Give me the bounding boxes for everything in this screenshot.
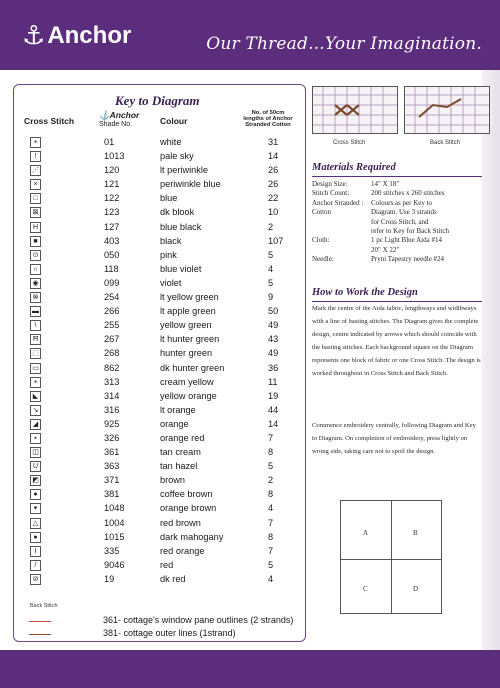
colour-name: pink — [160, 249, 177, 260]
shade-number: 363 — [104, 461, 120, 472]
material-value: 200 stitches x 260 stitches — [371, 189, 445, 198]
stitch-symbol-icon: ● — [30, 532, 41, 543]
length-count: 22 — [268, 193, 279, 204]
stitch-symbol-icon: U — [30, 461, 41, 472]
shade-number: 268 — [104, 348, 120, 359]
stitch-symbol-icon: ◩ — [30, 475, 41, 486]
stitch-symbol-icon: Ħ — [30, 334, 41, 345]
stitch-symbol-icon: ⊘ — [30, 574, 41, 585]
key-row — [30, 502, 290, 516]
key-row — [30, 221, 290, 235]
colour-name: red — [160, 559, 174, 570]
shade-number: 267 — [104, 334, 120, 345]
length-count: 11 — [268, 376, 278, 387]
grid-cell-c: C — [363, 585, 368, 593]
cross-stitch-label: Cross Stitch — [333, 140, 366, 146]
material-value: for Cross Stitch, and — [371, 217, 429, 226]
shade-number: 9046 — [104, 559, 125, 570]
key-row — [30, 206, 290, 220]
colour-name: tan hazel — [160, 461, 198, 472]
colour-name: red orange — [160, 545, 205, 556]
shade-number: 121 — [104, 179, 120, 190]
key-row — [30, 150, 290, 164]
howto-paragraph-1: Mark the centre of the Aida fabric, lengthways and widthways with a line of basting stitches. The Diagram gives the complete design, centre indicated by arrows which should coincide with the basting stitches. Each background square on the Diagram represents one block of fabric or one Cross Stitch. The design is worked throughout in Cross Stitch and Back Stitch. — [312, 305, 481, 377]
material-label: Anchor Stranded : — [312, 198, 364, 207]
colour-name: orange — [160, 418, 189, 429]
length-count: 5 — [268, 277, 274, 288]
key-row — [30, 263, 290, 277]
shade-number: 335 — [104, 545, 120, 556]
cross-stitch-sample — [312, 86, 398, 134]
stitch-symbol-icon: ▪ — [30, 433, 41, 444]
colour-name: black — [160, 235, 182, 246]
material-label: Cotton — [312, 208, 332, 217]
key-row — [30, 376, 290, 390]
length-count: 9 — [268, 292, 274, 303]
col-lengths-line1: No. of 50cm — [251, 110, 285, 116]
footer-bar — [0, 650, 500, 688]
anchor-logo — [22, 22, 131, 50]
shade-number: 123 — [104, 207, 120, 218]
material-label: Needle: — [312, 255, 334, 264]
shade-number: 254 — [104, 292, 120, 303]
length-count: 50 — [268, 306, 279, 317]
page-edge — [482, 70, 500, 650]
shade-number: 255 — [104, 320, 120, 331]
length-count: 7 — [268, 545, 274, 556]
shade-number: 01 — [104, 137, 115, 147]
grid-cell-b: B — [413, 529, 418, 537]
key-row — [30, 488, 290, 502]
length-count: 8 — [268, 531, 274, 542]
backstitch-desc-381: 381- cottage outer lines (1strand) — [103, 628, 236, 638]
col-lengths-line2: lengths of Anchor — [243, 116, 293, 123]
key-row — [30, 559, 290, 573]
col-shade: Shade No. — [99, 121, 133, 128]
stitch-symbol-icon: × — [30, 179, 41, 190]
length-count: 2 — [268, 475, 274, 486]
anchor-small-icon: ⚓ — [99, 110, 110, 120]
stitch-symbol-icon: ▾ — [30, 503, 41, 514]
material-value: Colours as per Key to — [371, 198, 433, 207]
length-count: 19 — [268, 390, 279, 401]
colour-name: orange red — [160, 432, 205, 443]
stitch-symbol-icon: ↘ — [30, 405, 41, 416]
colour-name: cream yellow — [160, 376, 214, 387]
key-row — [30, 136, 290, 150]
key-row — [30, 235, 290, 249]
key-row — [30, 362, 290, 376]
material-label: Stitch Count: — [312, 189, 350, 198]
colour-name: dk blook — [160, 207, 195, 218]
shade-number: 371 — [104, 475, 120, 486]
colour-name: tan cream — [160, 447, 201, 458]
stitch-symbol-icon: ⬚ — [30, 348, 41, 359]
colour-name: blue — [160, 193, 178, 204]
length-count: 7 — [268, 517, 274, 528]
stitch-symbol-icon: ⋰ — [32, 167, 39, 175]
back-stitch-label: Back Stitch — [430, 140, 461, 146]
colour-name: lt periwinkle — [160, 165, 208, 176]
length-count: 43 — [268, 334, 279, 345]
key-row — [30, 545, 290, 559]
length-count: 5 — [268, 249, 274, 260]
shade-number: 1013 — [104, 151, 125, 162]
length-count: 14 — [268, 151, 279, 162]
material-value: 14" X 18" — [371, 180, 400, 188]
shade-number: 1004 — [104, 517, 125, 528]
length-count: 2 — [268, 221, 274, 232]
shade-number: 316 — [104, 404, 120, 415]
length-count: 4 — [268, 263, 274, 274]
shade-number: 127 — [104, 221, 120, 232]
key-row — [30, 333, 290, 347]
stitch-symbol-icon: ∩ — [30, 264, 41, 275]
length-count: 26 — [268, 165, 279, 176]
howto-title: How to Work the Design — [312, 287, 418, 298]
material-value: Pryni Tapestry needle #24 — [371, 255, 445, 264]
colour-name: yellow green — [160, 320, 212, 331]
stitch-symbol-icon: ● — [30, 489, 41, 500]
grid-cell-a: A — [363, 529, 369, 537]
stitch-symbol-icon: ■ — [30, 236, 41, 247]
length-count: 4 — [268, 573, 274, 584]
shade-number: 403 — [104, 235, 120, 246]
shade-number: 313 — [104, 376, 120, 387]
key-row — [30, 517, 290, 531]
col-lengths — [238, 110, 298, 129]
stitch-symbol-icon: ⊙ — [30, 250, 41, 261]
shade-number: 266 — [104, 306, 120, 317]
stitch-symbol-icon: □ — [30, 193, 41, 204]
diagram-layout-grid — [340, 500, 442, 614]
key-row — [30, 291, 290, 305]
col-anchor — [99, 110, 139, 121]
key-rows — [30, 136, 290, 587]
material-value: Diagram. Use 3 strands — [371, 208, 437, 217]
shade-number: 050 — [104, 249, 120, 260]
howto-paragraph-2: Commence embroidery centrally, following Diagram and Key to Diagram. On completion of embroidery, press lightly on wrong side, taking care not to spoil the design. — [312, 422, 476, 455]
materials-rule — [312, 176, 482, 177]
length-count: 36 — [268, 362, 279, 373]
shade-number: 120 — [104, 165, 120, 176]
col-anchor-label: Anchor — [109, 110, 140, 120]
anchor-icon: ⚓ — [22, 21, 46, 51]
stitch-symbol-icon: • — [30, 377, 41, 388]
colour-name: blue black — [160, 221, 202, 232]
key-row — [30, 192, 290, 206]
colour-name: white — [160, 137, 182, 147]
colour-name: blue violet — [160, 263, 202, 274]
shade-number: 862 — [104, 362, 120, 373]
stitch-symbol-icon: ▭ — [30, 363, 41, 374]
key-row — [30, 432, 290, 446]
tagline: Our Thread...Your Imagination. — [206, 34, 482, 54]
length-count: 7 — [268, 432, 274, 443]
grid-divider-vertical — [391, 501, 392, 613]
backstitch-label: Back Stitch — [30, 603, 58, 609]
col-lengths-line3: Stranded Cotton — [245, 122, 291, 129]
length-count: 49 — [268, 348, 279, 359]
stitch-symbol-icon: ◢ — [30, 419, 41, 430]
colour-name: red brown — [160, 517, 201, 528]
colour-name: brown — [160, 475, 186, 486]
key-row — [30, 404, 290, 418]
stitch-symbol-icon: ▬ — [32, 308, 39, 316]
key-title: Key to Diagram — [115, 93, 200, 108]
shade-number: 19 — [104, 573, 115, 584]
grid-divider-horizontal — [341, 559, 441, 560]
length-count: 49 — [268, 320, 279, 331]
shade-number: 1015 — [104, 531, 125, 542]
shade-number: 314 — [104, 390, 120, 401]
length-count: 8 — [268, 489, 274, 500]
grid-cell-d: D — [413, 585, 419, 593]
backstitch-line-381 — [29, 634, 51, 635]
shade-number: 099 — [104, 277, 120, 288]
length-count: 31 — [268, 137, 279, 147]
key-row — [30, 446, 290, 460]
key-row — [30, 277, 290, 291]
material-label: Design Size: — [312, 180, 348, 188]
colour-name: dk red — [160, 573, 186, 584]
length-count: 26 — [268, 179, 279, 190]
key-row — [30, 418, 290, 432]
colour-name: coffee brown — [160, 489, 213, 500]
length-count: 8 — [268, 447, 274, 458]
stitch-symbol-icon: △ — [30, 518, 41, 529]
stitch-symbol-icon: / — [30, 560, 41, 571]
cross-stitch-sample-image — [313, 87, 397, 133]
colour-name: lt apple green — [160, 306, 216, 317]
stitch-symbol-icon: ◫ — [30, 447, 41, 458]
stitch-symbol-icon: ⊗ — [30, 292, 41, 303]
colour-name: lt yellow green — [160, 292, 219, 303]
stitch-symbol-icon: ◣ — [30, 391, 41, 402]
key-row — [30, 249, 290, 263]
col-cross-stitch: Cross Stitch — [24, 116, 75, 126]
colour-name: hunter green — [160, 348, 213, 359]
colour-name: lt orange — [160, 404, 196, 415]
stitch-symbol-icon: • — [30, 137, 41, 148]
key-row — [30, 460, 290, 474]
length-count: 5 — [268, 559, 274, 570]
key-row — [30, 474, 290, 488]
length-count: 107 — [268, 235, 284, 246]
material-value: 1 pc Light Blue Aida #14 — [371, 236, 442, 245]
back-stitch-sample — [404, 86, 490, 134]
key-row — [30, 319, 290, 333]
colour-name: violet — [160, 277, 182, 288]
shade-number: 925 — [104, 418, 120, 429]
header-bar — [0, 0, 500, 70]
colour-name: yellow orange — [160, 390, 217, 401]
colour-name: lt hunter green — [160, 334, 220, 345]
backstitch-line-361 — [29, 621, 51, 622]
colour-name: pale sky — [160, 151, 194, 162]
key-row — [30, 164, 290, 178]
colour-name: periwinkle blue — [160, 179, 221, 190]
key-row — [30, 347, 290, 361]
key-row — [30, 305, 290, 319]
shade-number: 326 — [104, 432, 120, 443]
shade-number: 118 — [104, 263, 119, 274]
key-row — [30, 390, 290, 404]
colour-name: dk hunter green — [160, 362, 225, 373]
back-stitch-sample-image — [405, 87, 489, 133]
material-label: Cloth: — [312, 236, 330, 245]
shade-number: 122 — [104, 193, 120, 204]
backstitch-desc-361: 361- cottage's window pane outlines (2 strands) — [103, 615, 294, 625]
length-count: 4 — [268, 503, 274, 514]
col-colour: Colour — [160, 116, 188, 126]
stitch-symbol-icon: I — [30, 546, 41, 557]
stitch-symbol-icon: \ — [30, 320, 41, 331]
stitch-symbol-icon: H — [30, 222, 41, 233]
shade-number: 361 — [104, 447, 120, 458]
stitch-symbol-icon: ⊠ — [30, 207, 41, 218]
colour-name: orange brown — [160, 503, 217, 514]
length-count: 5 — [268, 461, 274, 472]
key-row — [30, 573, 290, 587]
key-row — [30, 178, 290, 192]
materials-title: Materials Required — [312, 162, 396, 173]
length-count: 10 — [268, 207, 279, 218]
brand-name: Anchor — [47, 22, 132, 49]
length-count: 14 — [268, 418, 279, 429]
howto-rule — [312, 301, 482, 302]
shade-number: 381 — [104, 489, 120, 500]
colour-name: dark mahogany — [160, 531, 224, 542]
key-row — [30, 531, 290, 545]
stitch-symbol-icon: ! — [30, 151, 41, 162]
material-value: refer to Key for Back Stitch — [371, 227, 449, 235]
material-value: 20" X 22" — [371, 245, 400, 254]
length-count: 44 — [268, 404, 279, 415]
shade-number: 1048 — [104, 503, 125, 514]
stitch-symbol-icon: ◉ — [30, 278, 41, 289]
